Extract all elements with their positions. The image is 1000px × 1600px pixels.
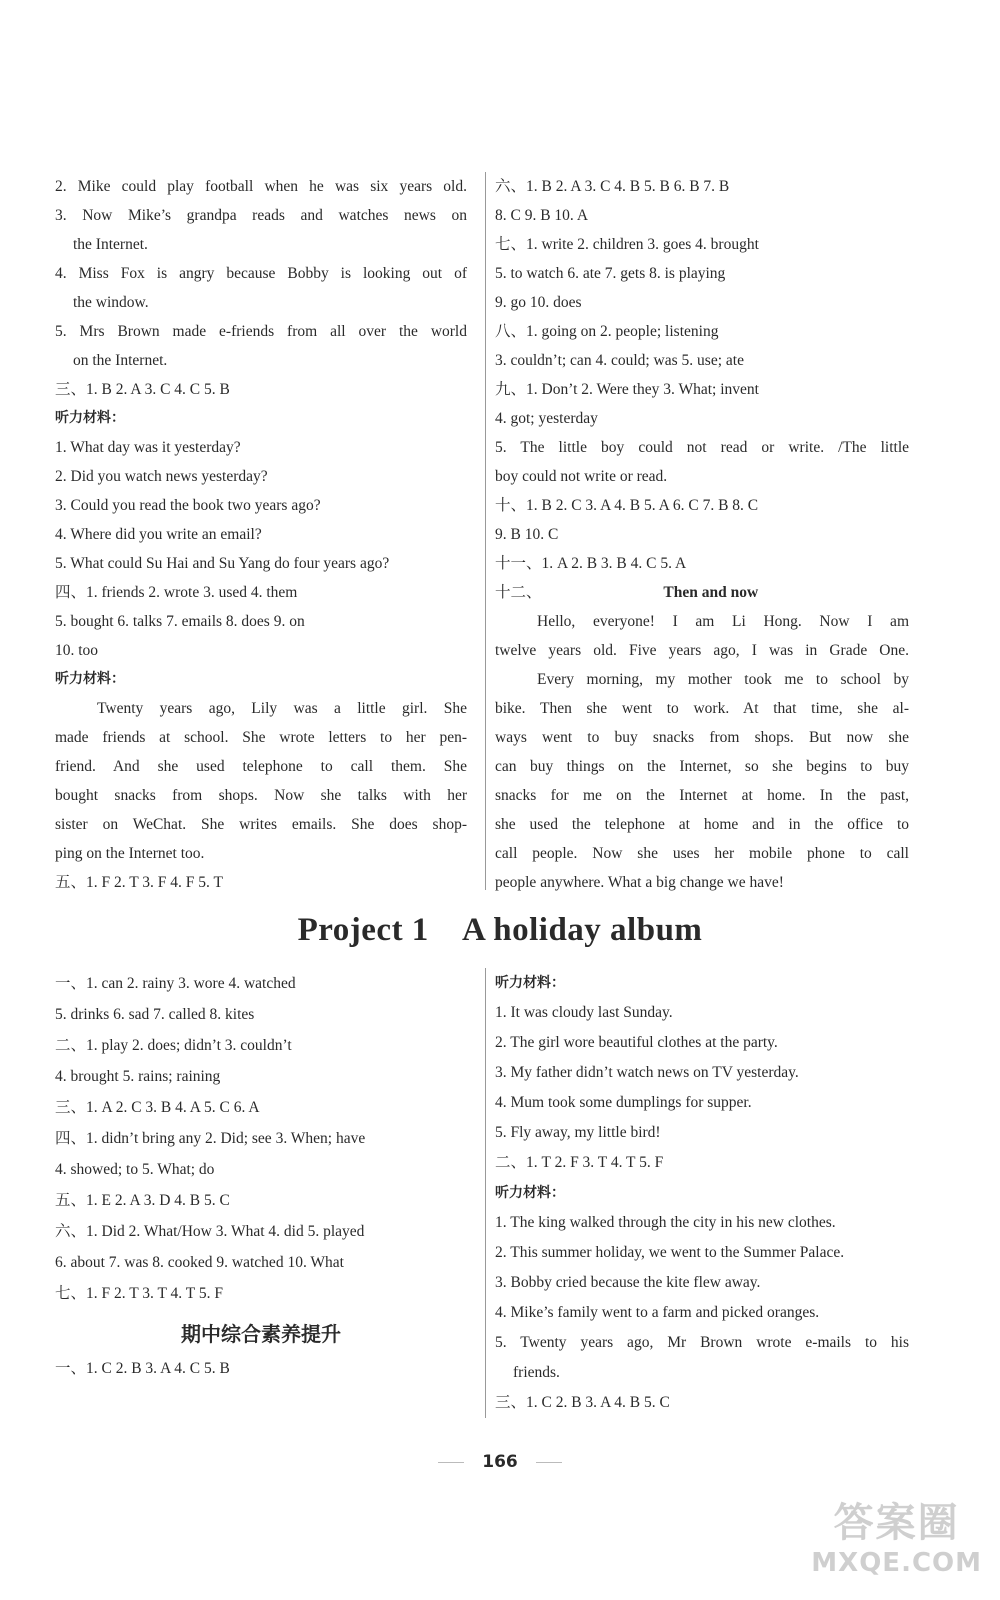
answer-line: 七、1. F 2. T 3. T 4. T 5. F bbox=[55, 1285, 223, 1302]
watermark-bottom: MXQE.COM bbox=[811, 1548, 982, 1578]
essay-label: 十二、 bbox=[495, 584, 542, 601]
answer-line: 4. brought 5. rains; raining bbox=[55, 1068, 221, 1085]
answer-line: 5. The little boy could not read or write. /The little bbox=[495, 439, 909, 456]
bottom-left-column bbox=[55, 968, 467, 1384]
answer-line: 5. Twenty years ago, Mr Brown wrote e-mails to his bbox=[495, 1334, 909, 1351]
answer-line: boy could not write or read. bbox=[495, 468, 668, 485]
answer-line: 三、1. C 2. B 3. A 4. B 5. C bbox=[495, 1394, 670, 1411]
answer-line: 3. Could you read the book two years ago? bbox=[55, 497, 321, 514]
essay-line: she used the telephone at home and in the office to bbox=[495, 816, 909, 833]
passage-line: made friends at school. She wrote letters to her pen- bbox=[55, 729, 467, 746]
answer-line: 六、1. Did 2. What/How 3. What 4. did 5. played bbox=[55, 1223, 365, 1240]
passage-line: Twenty years ago, Lily was a little girl. She bbox=[97, 700, 467, 717]
passage-line: friend. And she used telephone to call them. She bbox=[55, 758, 467, 775]
answer-line: 三、1. B 2. A 3. C 4. C 5. B bbox=[55, 381, 230, 398]
answer-line: 3. Bobby cried because the kite flew away. bbox=[495, 1274, 761, 1291]
essay-line: people anywhere. What a big change we have! bbox=[495, 874, 784, 891]
listening-label: 听力材料： bbox=[495, 1185, 565, 1201]
page-number-dash-left bbox=[438, 1462, 464, 1463]
answer-line: 十、1. B 2. C 3. A 4. B 5. A 6. C 7. B 8. C bbox=[495, 497, 759, 514]
essay-line: bike. Then she went to work. At that time, she al- bbox=[495, 700, 909, 717]
answer-line: 八、1. going on 2. people; listening bbox=[495, 323, 719, 340]
answer-line: 5. bought 6. talks 7. emails 8. does 9. on bbox=[55, 613, 305, 630]
answer-line: 8. C 9. B 10. A bbox=[495, 207, 589, 224]
passage-line: ping on the Internet too. bbox=[55, 845, 205, 862]
midterm-title: 期中综合素养提升 bbox=[181, 1322, 341, 1346]
watermark-logo bbox=[811, 1491, 982, 1578]
answer-line: 9. B 10. C bbox=[495, 526, 559, 543]
essay-heading bbox=[495, 578, 909, 607]
answer-line: 七、1. write 2. children 3. goes 4. brought bbox=[495, 236, 759, 253]
answer-line: on the Internet. bbox=[73, 352, 168, 369]
essay-line: Hello, everyone! I am Li Hong. Now I am bbox=[537, 613, 909, 630]
answer-line: 三、1. A 2. C 3. B 4. A 5. C 6. A bbox=[55, 1099, 260, 1116]
essay-line: Every morning, my mother took me to school by bbox=[537, 671, 909, 688]
top-right-column bbox=[495, 172, 909, 897]
answer-line: 1. The king walked through the city in his new clothes. bbox=[495, 1214, 836, 1231]
answer-line: 9. go 10. does bbox=[495, 294, 582, 311]
answer-line: 6. about 7. was 8. cooked 9. watched 10. What bbox=[55, 1254, 344, 1271]
answer-line: 六、1. B 2. A 3. C 4. B 5. B 6. B 7. B bbox=[495, 178, 730, 195]
answer-line: 10. too bbox=[55, 642, 99, 659]
passage-line: bought snacks from shops. Now she talks with her bbox=[55, 787, 467, 804]
answer-line: 4. Mike’s family went to a farm and picked oranges. bbox=[495, 1304, 820, 1321]
answer-line: 五、1. E 2. A 3. D 4. B 5. C bbox=[55, 1192, 230, 1209]
answer-line: the Internet. bbox=[73, 236, 148, 253]
answer-line: 4. Miss Fox is angry because Bobby is looking out of bbox=[55, 265, 467, 282]
top-left-column bbox=[55, 172, 467, 897]
answer-line: 2. The girl wore beautiful clothes at the party. bbox=[495, 1034, 778, 1051]
answer-line: 3. My father didn’t watch news on TV yesterday. bbox=[495, 1064, 799, 1081]
answer-line: 4. got; yesterday bbox=[495, 410, 598, 427]
essay-title: Then and now bbox=[663, 584, 759, 601]
essay-line: twelve years old. Five years ago, I was in Grade One. bbox=[495, 642, 909, 659]
bottom-right-column bbox=[495, 968, 909, 1418]
answer-line: 5. Fly away, my little bird! bbox=[495, 1124, 661, 1141]
listening-label: 听力材料： bbox=[55, 410, 125, 426]
answer-line: 5. drinks 6. sad 7. called 8. kites bbox=[55, 1006, 255, 1023]
answer-line: 1. It was cloudy last Sunday. bbox=[495, 1004, 673, 1021]
answer-line: the window. bbox=[73, 294, 149, 311]
essay-line: snacks for me on the Internet at home. In the past, bbox=[495, 787, 909, 804]
answer-line: friends. bbox=[513, 1364, 560, 1381]
answer-line: 1. What day was it yesterday? bbox=[55, 439, 241, 456]
answer-line: 一、1. C 2. B 3. A 4. C 5. B bbox=[55, 1360, 230, 1377]
answer-line: 二、1. play 2. does; didn’t 3. couldn’t bbox=[55, 1037, 292, 1054]
watermark-top: 答案圈 bbox=[833, 1500, 960, 1546]
answer-line: 四、1. didn’t bring any 2. Did; see 3. When; have bbox=[55, 1130, 366, 1147]
answer-line: 3. Now Mike’s grandpa reads and watches news on bbox=[55, 207, 467, 224]
page-number bbox=[0, 1452, 1000, 1472]
answer-line: 四、1. friends 2. wrote 3. used 4. them bbox=[55, 584, 298, 601]
answer-line: 2. Mike could play football when he was six years old. bbox=[55, 178, 467, 195]
page-number-dash-right bbox=[536, 1462, 562, 1463]
passage-line: sister on WeChat. She writes emails. She does shop- bbox=[55, 816, 467, 833]
answer-line: 十一、1. A 2. B 3. B 4. C 5. A bbox=[495, 555, 687, 572]
answer-line: 5. What could Su Hai and Su Yang do four years ago? bbox=[55, 555, 390, 572]
answer-line: 二、1. T 2. F 3. T 4. T 5. F bbox=[495, 1154, 664, 1171]
answer-line: 4. Where did you write an email? bbox=[55, 526, 262, 543]
answer-line: 一、1. can 2. rainy 3. wore 4. watched bbox=[55, 975, 296, 992]
column-divider-top bbox=[485, 172, 486, 890]
answer-line: 4. showed; to 5. What; do bbox=[55, 1161, 215, 1178]
answer-line: 5. Mrs Brown made e-friends from all over the world bbox=[55, 323, 467, 340]
project-title: Project 1 A holiday album bbox=[297, 912, 703, 948]
listening-label: 听力材料： bbox=[55, 671, 125, 687]
answer-line: 五、1. F 2. T 3. F 4. F 5. T bbox=[55, 874, 223, 891]
essay-line: call people. Now she uses her mobile phone to call bbox=[495, 845, 909, 862]
answer-line: 九、1. Don’t 2. Were they 3. What; invent bbox=[495, 381, 759, 398]
page-number-text: 166 bbox=[482, 1452, 518, 1472]
column-divider-bottom bbox=[485, 968, 486, 1418]
answer-line: 3. couldn’t; can 4. could; was 5. use; ate bbox=[495, 352, 744, 369]
answer-line: 2. This summer holiday, we went to the Summer Palace. bbox=[495, 1244, 845, 1261]
listening-label: 听力材料： bbox=[495, 975, 565, 991]
answer-line: 4. Mum took some dumplings for supper. bbox=[495, 1094, 752, 1111]
answer-line: 2. Did you watch news yesterday? bbox=[55, 468, 268, 485]
essay-line: can buy things on the Internet, so she begins to buy bbox=[495, 758, 909, 775]
answer-line: 5. to watch 6. ate 7. gets 8. is playing bbox=[495, 265, 726, 282]
essay-line: ways went to buy snacks from shops. But now she bbox=[495, 729, 909, 746]
